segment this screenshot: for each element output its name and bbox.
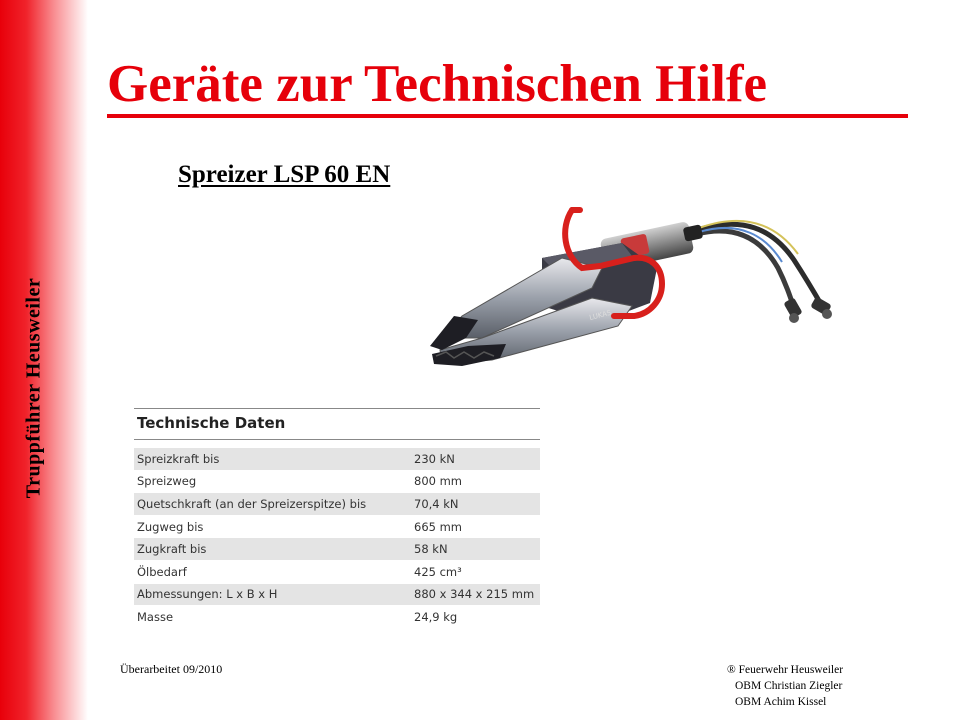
row-label: Spreizkraft bis — [137, 451, 220, 466]
table-row — [134, 606, 540, 629]
table-row — [134, 538, 540, 561]
row-value: 425 cm³ — [414, 564, 462, 579]
table-header-rule — [134, 439, 540, 440]
table-header: Technische Daten — [137, 414, 286, 432]
row-value: 665 mm — [414, 519, 463, 534]
copyright-block — [727, 662, 843, 710]
svg-text:LUKAS: LUKAS — [588, 308, 613, 322]
row-label: Zugkraft bis — [137, 542, 207, 557]
table-row — [134, 516, 540, 539]
table-row — [134, 561, 540, 584]
copyright-line: ® Feuerwehr Heusweiler — [727, 664, 844, 676]
table-row — [134, 471, 540, 494]
author-line: OBM Christian Ziegler — [735, 680, 843, 692]
table-row — [134, 448, 540, 471]
row-label: Masse — [137, 609, 174, 624]
hydraulic-spreader-image — [422, 188, 842, 400]
row-value: 880 x 344 x 215 mm — [414, 587, 535, 602]
table-row — [134, 493, 540, 516]
technical-data-table — [134, 408, 540, 629]
sidebar-label: Truppführer Heusweiler — [22, 277, 45, 499]
row-value: 800 mm — [414, 474, 463, 489]
row-value: 58 kN — [414, 542, 448, 557]
row-label: Ölbedarf — [137, 564, 187, 579]
row-value: 24,9 kg — [414, 609, 458, 624]
row-label: Abmessungen: L x B x H — [137, 587, 278, 602]
row-label: Spreizweg — [137, 474, 197, 489]
row-value: 230 kN — [414, 451, 455, 466]
title-underline — [107, 114, 908, 118]
device-subtitle: Spreizer LSP 60 EN — [178, 161, 391, 188]
table-row — [134, 584, 540, 607]
row-label: Quetschkraft (an der Spreizerspitze) bis — [137, 496, 367, 511]
author-line: OBM Achim Kissel — [735, 696, 827, 708]
page-title: Geräte zur Technischen Hilfe — [107, 55, 767, 113]
revision-note: Überarbeitet 09/2010 — [120, 662, 223, 676]
row-value: 70,4 kN — [414, 496, 459, 511]
row-label: Zugweg bis — [137, 519, 204, 534]
